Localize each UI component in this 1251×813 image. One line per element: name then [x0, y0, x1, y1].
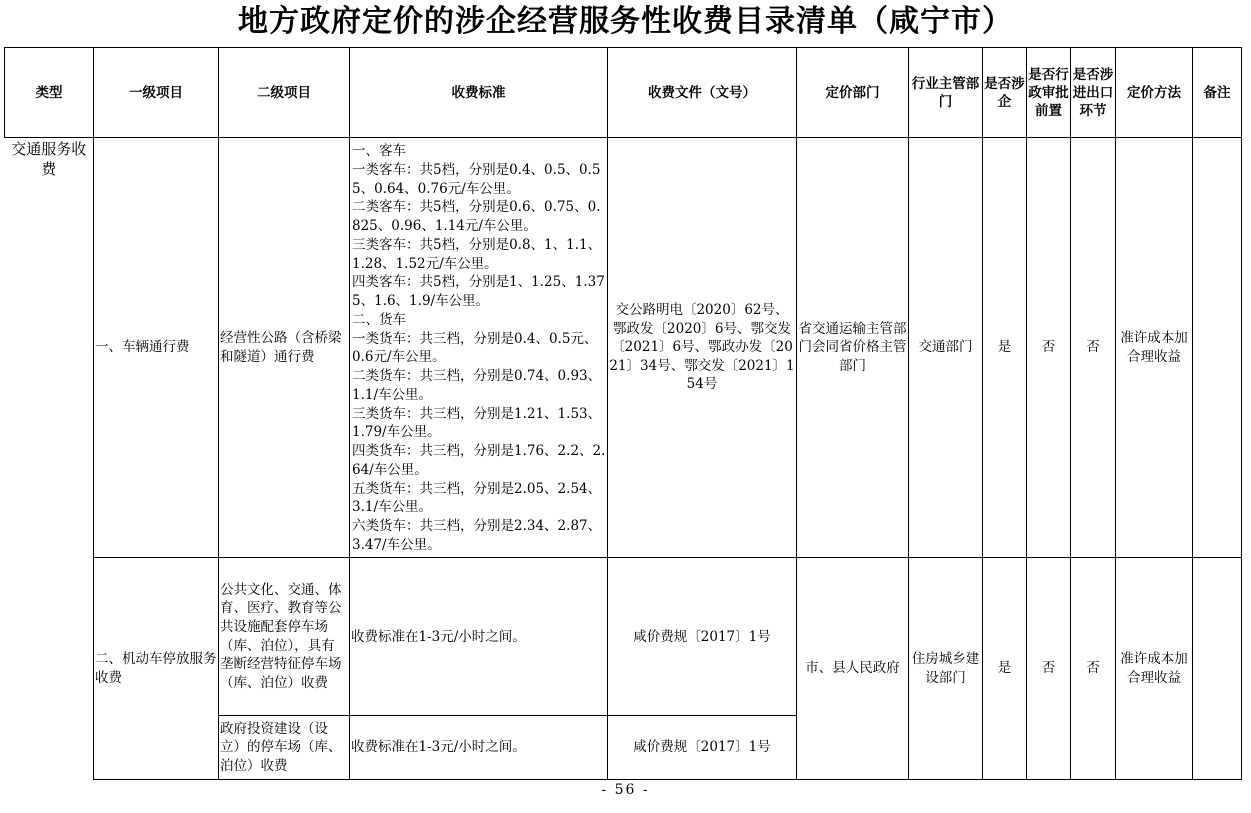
method-cell: 准许成本加合理收益	[1116, 138, 1193, 558]
fee-table	[4, 47, 1242, 780]
document-cell: 咸价费规〔2017〕1号	[608, 558, 797, 716]
fee-standard-cell: 一、客车 一类客车：共5档，分别是0.4、0.5、0.55、0.64、0.76元/车公里。 二类客车：共5档，分别是0.6、0.75、0.825、0.96、1.14元/车公里。 三类客车：共5档，分别是0.8、1、1.1、1.28、1.52元/车公里。 四类客车：共5档，分别是1、1.25、1.375、1.6、1.9/车公里。 二、货车 一类货车：共三档，分别是0.4、0.5元、0.6元/车公里。 二类货车：共三档，分别是0.74、0.93、1.1/车公里。 三类货车：共三档，分别是1.21、1.53、1.79/车公里。 四类货车：共三档，分别是1.76、2.2、2.64/车公里。 五类货车：共三档，分别是2.05、2.54、3.1/车公里。 六类货车：共三档，分别是2.34、2.87、3.47/车公里。	[350, 138, 608, 558]
header-industry: 行业主管部门	[909, 48, 983, 138]
header-row	[5, 48, 1242, 138]
header-document: 收费文件（文号）	[608, 48, 797, 138]
header-standard: 收费标准	[350, 48, 608, 138]
header-method: 定价方法	[1116, 48, 1193, 138]
approval-cell: 否	[1027, 138, 1071, 558]
approval-cell: 否	[1027, 558, 1071, 780]
method-cell: 准许成本加合理收益	[1116, 558, 1193, 780]
level2-cell: 政府投资建设（设立）的停车场（库、泊位）收费	[219, 716, 350, 780]
fee-standard-cell: 收费标准在1-3元/小时之间。	[350, 716, 608, 780]
involves-cell: 是	[983, 558, 1027, 780]
dept-cell: 市、县人民政府	[797, 558, 909, 780]
industry-cell: 住房城乡建设部门	[909, 558, 983, 780]
involves-cell: 是	[983, 138, 1027, 558]
type-cell: 交通服务收费	[5, 138, 94, 780]
level1-cell: 一、车辆通行费	[94, 138, 219, 558]
trade-cell: 否	[1071, 138, 1116, 558]
fee-standard-cell: 收费标准在1-3元/小时之间。	[350, 558, 608, 716]
industry-cell: 交通部门	[909, 138, 983, 558]
level2-cell: 公共文化、交通、体育、医疗、教育等公共设施配套停车场（库、泊位），具有垄断经营特征停车场（库、泊位）收费	[219, 558, 350, 716]
dept-cell: 省交通运输主管部门会同省价格主管部门	[797, 138, 909, 558]
header-remark: 备注	[1193, 48, 1242, 138]
level2-cell: 经营性公路（含桥梁和隧道）通行费	[219, 138, 350, 558]
header-approval: 是否行政审批前置	[1027, 48, 1071, 138]
level1-cell: 二、机动车停放服务收费	[94, 558, 219, 780]
trade-cell: 否	[1071, 558, 1116, 780]
header-dept: 定价部门	[797, 48, 909, 138]
header-involves: 是否涉企	[983, 48, 1027, 138]
header-level1: 一级项目	[94, 48, 219, 138]
page-number: - 56 -	[601, 782, 650, 798]
header-trade: 是否涉进出口环节	[1071, 48, 1116, 138]
table-row	[5, 558, 1242, 716]
document-cell: 咸价费规〔2017〕1号	[608, 716, 797, 780]
table-row	[5, 138, 1242, 558]
page-title: 地方政府定价的涉企经营服务性收费目录清单（咸宁市）	[238, 4, 1013, 39]
remark-cell	[1193, 558, 1242, 780]
header-level2: 二级项目	[219, 48, 350, 138]
header-type: 类型	[5, 48, 94, 138]
remark-cell	[1193, 138, 1242, 558]
document-cell: 交公路明电〔2020〕62号、鄂政发〔2020〕6号、鄂交发〔2021〕6号、鄂政办发〔2021〕34号、鄂交发〔2021〕154号	[608, 138, 797, 558]
